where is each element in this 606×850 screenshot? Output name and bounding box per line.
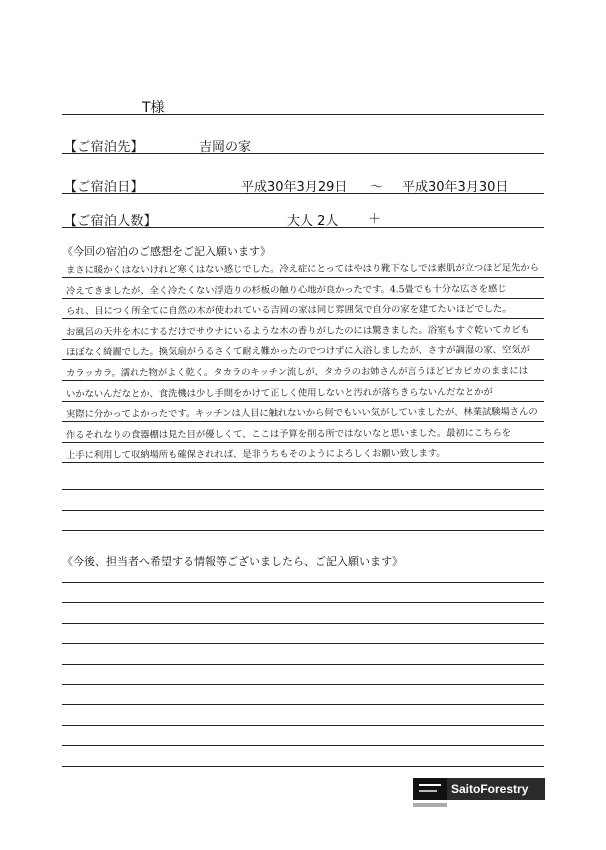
request-rule [62,664,544,665]
people-label: 【ご宿泊人数】 [64,214,158,229]
request-rule [62,745,544,746]
accommodation-value: 吉岡の家 [199,140,252,155]
request-rule [62,684,544,685]
request-rule [62,643,544,644]
brand-right: Forestry [480,782,529,796]
impression-line: まさに暖かくはないけれど寒くはない感じでした。冷え症にとってはやはり靴下なしでは素肌が立つほど足先から [65,262,539,276]
impressions-heading: 《今回の宿泊のご感想をご記入願います》 [62,245,271,258]
impression-line: 作るそれなりの食器棚は見た目が優しくて、ここは予算を削る所ではないなと思いました。最初にこちらを [65,427,512,441]
impression-rule [62,359,544,360]
impression-rule [62,380,544,381]
request-rule [62,725,544,726]
impression-line: いかないんだなとか、食洗機は少し手間をかけて正しく使用しないと汚れが落ちきらないんだなとかが [65,386,493,400]
blank-rule-2 [62,510,544,511]
date-from: 平成30年3月29日 [241,180,348,195]
impression-rule [62,401,544,402]
impression-line: 冷えてきましたが、全く冷たくない浮造りの杉板の触り心地が良かったです。4.5畳でも十分な広さを感じ [65,283,507,297]
impression-line: 実際に分かってよかったです。キッチンは人目に触れないから何でもいい気がしていましたが、林業試験場さんの [65,406,538,421]
logo-mark-icon [413,778,447,800]
impression-line: カラッカラ。濡れた物がよく乾く。タカラのキッチン流しが、タカラのお姉さんが言うほどピカピカのままには [65,365,529,379]
date-to: 平成30年3月30日 [402,180,509,195]
impression-rule [62,442,544,443]
request-rule [62,766,544,767]
impression-rule [62,462,544,463]
accommodation-rule [62,153,544,154]
request-rule [62,623,544,624]
request-rule [62,602,544,603]
blank-rule-1 [62,489,544,490]
impression-line: ほぼなく綺麗でした。換気扇がうるさくて耐え難かったのでつけずに入浴しましたが、さすが調湿の家、空気が [65,344,530,359]
impression-rule [62,277,544,278]
logo-underline [413,803,447,807]
date-separator: ～ [370,180,384,195]
guest-name: T様 [142,100,165,116]
dates-rule [62,193,544,194]
guest-name-rule [62,114,544,115]
impression-rule [62,318,544,319]
impression-rule [62,339,544,340]
people-rule [62,227,544,228]
impression-line: お風呂の天井を木にするだけでサウナにいるような木の香りがしたのには驚きました。浴室もすぐ乾いてカビも [65,324,530,338]
logo-text [447,782,528,796]
impression-rule [62,298,544,299]
brand-left: Saito [451,782,481,796]
request-rule [62,704,544,705]
saito-forestry-logo [413,778,545,800]
impression-line: 上手に利用して収納場所も確保されれば、是非うちもそのようによろしくお願い致します。 [65,448,446,462]
impression-line: られ、目につく所全てに自然の木が使われている吉岡の家は同じ雰囲気で自分の家を建てたいほどでした。 [65,303,512,318]
accommodation-label: 【ご宿泊先】 [64,140,144,155]
impression-rule [62,421,544,422]
people-plus: ＋ [368,212,382,227]
people-value: 大人 2人 [287,214,339,229]
requests-heading: 《今後、担当者へ希望する情報等ございましたら、ご記入願います》 [62,555,403,568]
request-rule [62,582,544,583]
dates-label: 【ご宿泊日】 [64,180,144,195]
blank-rule-3 [62,530,544,531]
